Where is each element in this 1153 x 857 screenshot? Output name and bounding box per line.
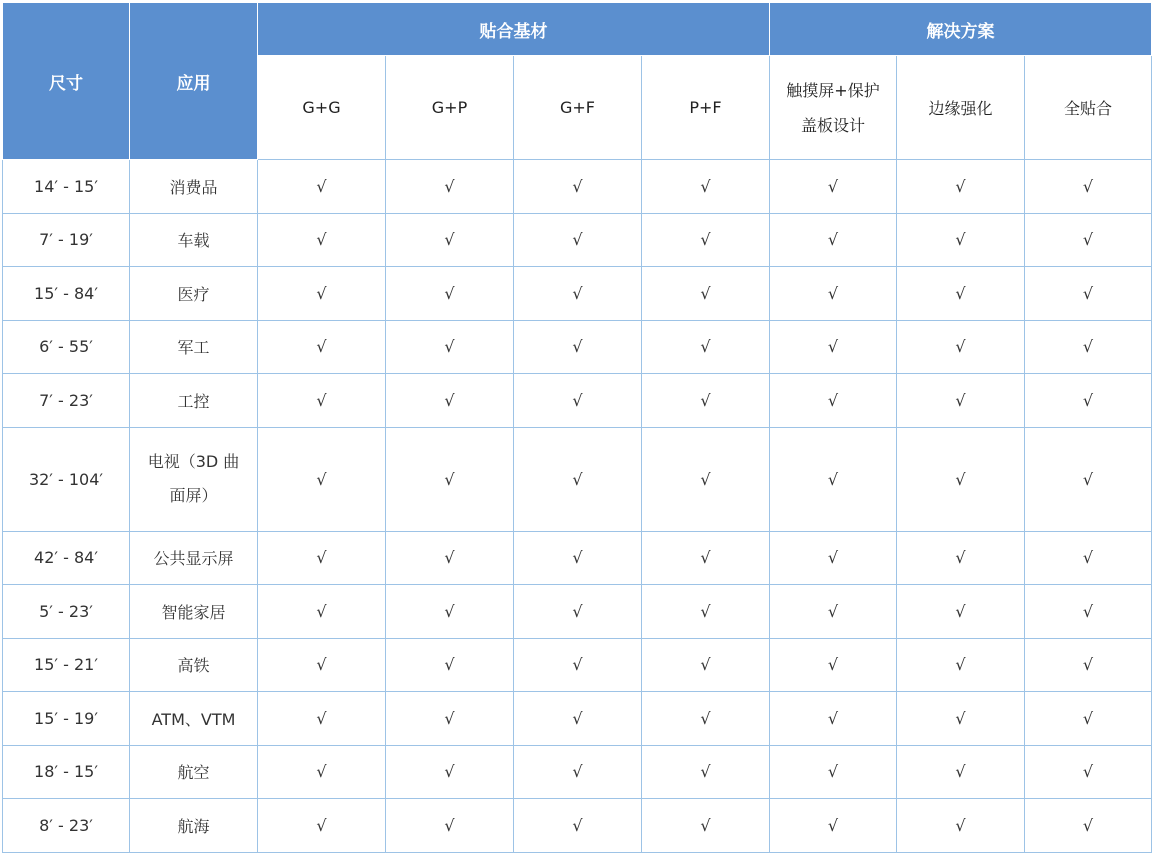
check-mark-cell: √ [386,160,514,214]
size-cell: 5′ - 23′ [3,585,130,639]
check-mark-cell: √ [770,213,897,267]
application-cell: 医疗 [130,267,258,321]
size-cell: 18′ - 15′ [3,745,130,799]
check-mark-cell: √ [642,267,770,321]
table-row [3,160,1152,214]
table-row [3,320,1152,374]
header-solution-full-lamination: 全贴合 [1025,56,1152,160]
size-cell: 42′ - 84′ [3,531,130,585]
check-mark-cell: √ [1025,213,1152,267]
check-mark-cell: √ [642,585,770,639]
check-mark-cell: √ [897,692,1025,746]
application-cell [130,427,258,531]
check-mark-cell: √ [770,427,897,531]
check-mark-cell: √ [386,427,514,531]
check-mark-cell: √ [514,160,642,214]
check-mark-cell: √ [386,531,514,585]
application-cell: ATM、VTM [130,692,258,746]
check-mark-cell: √ [386,745,514,799]
check-mark-cell: √ [514,692,642,746]
check-mark-cell: √ [386,213,514,267]
header-application: 应用 [130,3,258,160]
header-size: 尺寸 [3,3,130,160]
header-solution-touch-cover-line2: 盖板设计 [800,115,865,135]
table-row [3,267,1152,321]
check-mark-cell: √ [258,799,386,853]
check-mark-cell: √ [1025,267,1152,321]
check-mark-cell: √ [897,745,1025,799]
application-cell: 工控 [130,374,258,428]
check-mark-cell: √ [386,692,514,746]
check-mark-cell: √ [386,320,514,374]
size-cell: 15′ - 84′ [3,267,130,321]
check-mark-cell: √ [1025,320,1152,374]
table-body [3,160,1152,853]
header-solution-touch-cover-line1: 触摸屏+保护 [786,80,880,100]
check-mark-cell: √ [386,374,514,428]
size-cell: 7′ - 19′ [3,213,130,267]
check-mark-cell: √ [386,638,514,692]
check-mark-cell: √ [897,531,1025,585]
check-mark-cell: √ [514,427,642,531]
table-row [3,374,1152,428]
application-cell: 高铁 [130,638,258,692]
check-mark-cell: √ [642,213,770,267]
check-mark-cell: √ [258,745,386,799]
check-mark-cell: √ [1025,692,1152,746]
check-mark-cell: √ [514,267,642,321]
check-mark-cell: √ [258,213,386,267]
check-mark-cell: √ [642,374,770,428]
check-mark-cell: √ [897,374,1025,428]
application-cell: 智能家居 [130,585,258,639]
check-mark-cell: √ [897,267,1025,321]
application-cell: 公共显示屏 [130,531,258,585]
check-mark-cell: √ [1025,638,1152,692]
check-mark-cell: √ [897,160,1025,214]
table-row [3,427,1152,531]
size-cell: 8′ - 23′ [3,799,130,853]
header-substrate-pf: P+F [642,56,770,160]
compatibility-table [2,2,1152,853]
table-row [3,745,1152,799]
header-substrate-group: 贴合基材 [258,3,770,56]
check-mark-cell: √ [642,799,770,853]
check-mark-cell: √ [1025,374,1152,428]
application-line1: 电视（3D 曲 [147,452,240,471]
check-mark-cell: √ [258,160,386,214]
check-mark-cell: √ [514,213,642,267]
check-mark-cell: √ [386,585,514,639]
application-cell: 航海 [130,799,258,853]
check-mark-cell: √ [770,692,897,746]
check-mark-cell: √ [258,585,386,639]
table-row [3,799,1152,853]
header-solution-edge-strengthen: 边缘强化 [897,56,1025,160]
check-mark-cell: √ [897,638,1025,692]
application-cell: 军工 [130,320,258,374]
check-mark-cell: √ [642,427,770,531]
check-mark-cell: √ [1025,427,1152,531]
check-mark-cell: √ [770,745,897,799]
check-mark-cell: √ [386,267,514,321]
check-mark-cell: √ [770,799,897,853]
check-mark-cell: √ [386,799,514,853]
check-mark-cell: √ [514,531,642,585]
check-mark-cell: √ [770,267,897,321]
table-row [3,638,1152,692]
check-mark-cell: √ [258,692,386,746]
check-mark-cell: √ [1025,745,1152,799]
check-mark-cell: √ [642,160,770,214]
check-mark-cell: √ [258,320,386,374]
header-substrate-gg: G+G [258,56,386,160]
check-mark-cell: √ [897,213,1025,267]
check-mark-cell: √ [1025,160,1152,214]
table-row [3,531,1152,585]
check-mark-cell: √ [1025,799,1152,853]
check-mark-cell: √ [514,374,642,428]
size-cell: 7′ - 23′ [3,374,130,428]
table-row [3,213,1152,267]
check-mark-cell: √ [1025,585,1152,639]
check-mark-cell: √ [642,531,770,585]
table-row [3,585,1152,639]
application-cell: 车载 [130,213,258,267]
check-mark-cell: √ [642,638,770,692]
header-substrate-gp: G+P [386,56,514,160]
size-cell: 15′ - 19′ [3,692,130,746]
size-cell: 6′ - 55′ [3,320,130,374]
check-mark-cell: √ [514,320,642,374]
check-mark-cell: √ [897,320,1025,374]
check-mark-cell: √ [258,427,386,531]
check-mark-cell: √ [642,692,770,746]
check-mark-cell: √ [258,638,386,692]
check-mark-cell: √ [897,427,1025,531]
header-substrate-gf: G+F [514,56,642,160]
size-cell: 32′ - 104′ [3,427,130,531]
check-mark-cell: √ [514,638,642,692]
check-mark-cell: √ [514,585,642,639]
application-cell: 消费品 [130,160,258,214]
application-line2: 面屏） [169,486,218,505]
check-mark-cell: √ [770,638,897,692]
header-solution-group: 解决方案 [770,3,1152,56]
check-mark-cell: √ [642,320,770,374]
check-mark-cell: √ [770,585,897,639]
table-row [3,692,1152,746]
check-mark-cell: √ [1025,531,1152,585]
check-mark-cell: √ [642,745,770,799]
check-mark-cell: √ [897,799,1025,853]
size-cell: 15′ - 21′ [3,638,130,692]
check-mark-cell: √ [770,320,897,374]
check-mark-cell: √ [770,160,897,214]
check-mark-cell: √ [514,799,642,853]
header-solution-touch-cover [770,56,897,160]
check-mark-cell: √ [258,531,386,585]
check-mark-cell: √ [258,374,386,428]
check-mark-cell: √ [770,531,897,585]
size-cell: 14′ - 15′ [3,160,130,214]
application-cell: 航空 [130,745,258,799]
check-mark-cell: √ [897,585,1025,639]
check-mark-cell: √ [258,267,386,321]
check-mark-cell: √ [514,745,642,799]
check-mark-cell: √ [770,374,897,428]
application-text [148,445,240,513]
